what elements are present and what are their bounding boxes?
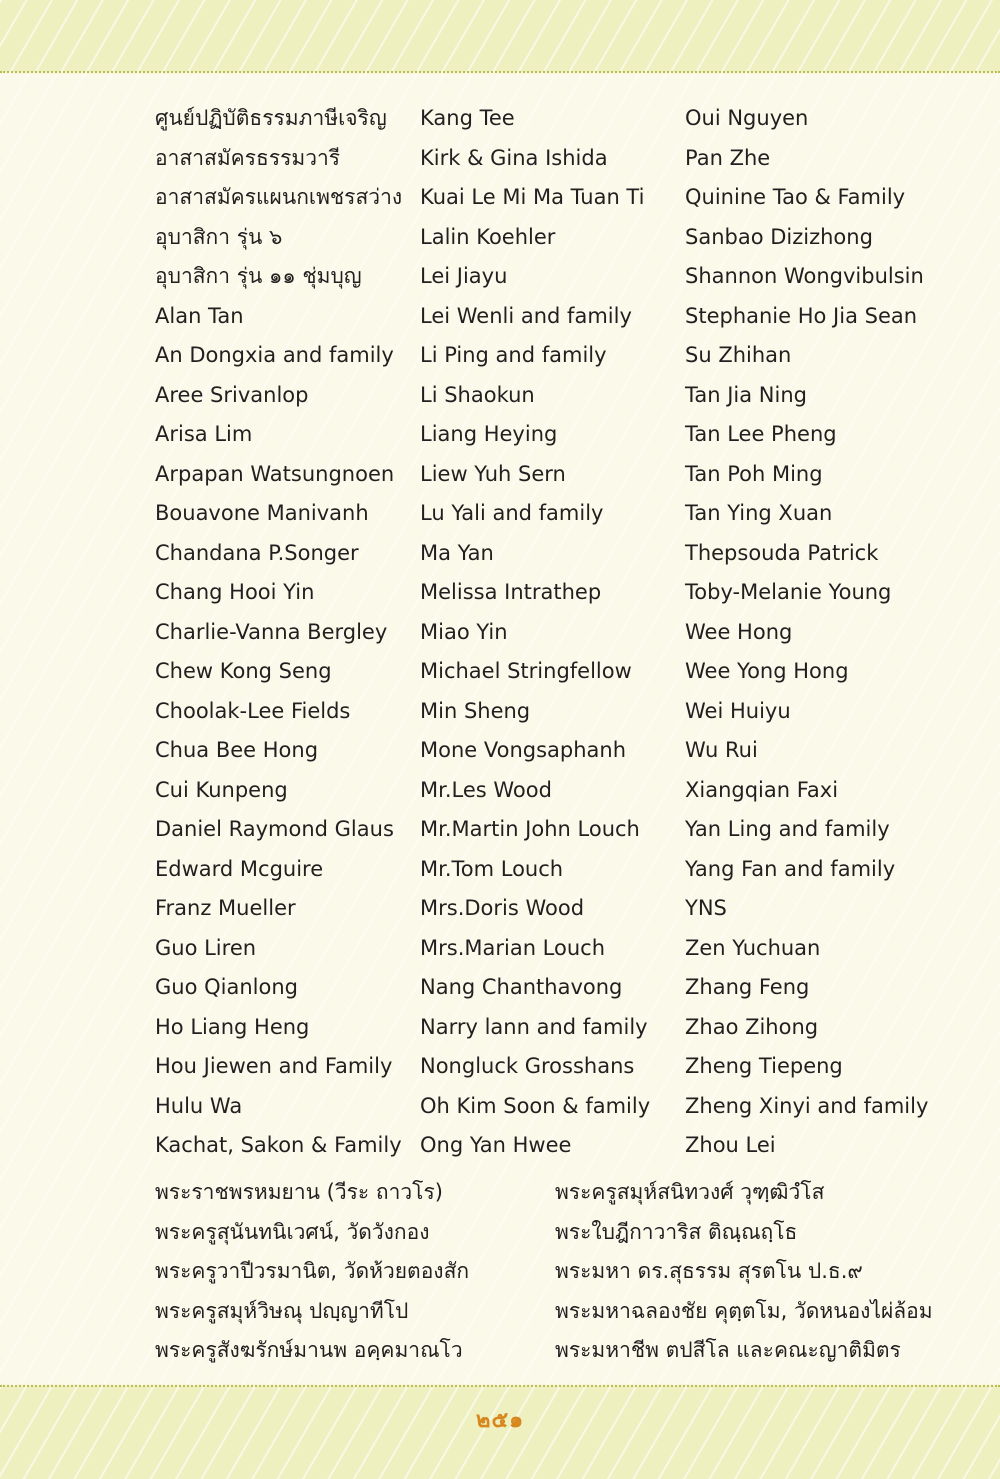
donor-name: Mr.Tom Louch xyxy=(420,856,564,881)
donor-name: อุบาสิกา รุ่น ๑๑ ชุ่มบุญ xyxy=(155,264,362,288)
donor-name: Oh Kim Soon & family xyxy=(420,1093,651,1118)
donor-name: Michael Stringfellow xyxy=(420,659,632,683)
top-dotted-divider xyxy=(0,71,1000,73)
donor-name: Chew Kong Seng xyxy=(155,659,332,683)
donor-name: Mrs.Doris Wood xyxy=(420,896,585,920)
monk-name: พระครูสมุห์สนิทวงศ์ วุฑฺฒิวํโส xyxy=(555,1180,825,1204)
donor-name: Aree Srivanlop xyxy=(155,382,309,407)
donor-name: Yang Fan and family xyxy=(685,856,896,881)
donor-name: Arisa Lim xyxy=(155,422,253,446)
donor-name: Zhang Feng xyxy=(685,975,810,999)
donor-name: Lalin Koehler xyxy=(420,224,556,249)
monk-name: พระมหาชีพ ตปสีโล และคณะญาติมิตร xyxy=(555,1338,901,1362)
donor-name: Li Ping and family xyxy=(420,343,607,367)
donor-name: อาสาสมัครธรรมวารี xyxy=(155,145,341,170)
donor-name: Li Shaokun xyxy=(420,382,535,407)
monk-column-2 xyxy=(555,1173,933,1371)
monk-name: พระครูสังฆรักษ์มานพ อคฺคมาณโว xyxy=(155,1338,463,1362)
bottom-dotted-divider xyxy=(0,1385,1000,1387)
donor-name: Mone Vongsaphanh xyxy=(420,738,627,762)
monk-name: พระครูสมุห์วิษณุ ปญฺญาทีโป xyxy=(155,1298,409,1323)
donor-name: Zhou Lei xyxy=(685,1133,776,1157)
donor-name: Wei Huiyu xyxy=(685,698,791,723)
donor-name: Nang Chanthavong xyxy=(420,975,623,999)
donor-name: Narry lann and family xyxy=(420,1014,648,1039)
donor-name: Charlie-Vanna Bergley xyxy=(155,619,388,644)
donor-name: Xiangqian Faxi xyxy=(685,777,839,802)
donor-name: Cui Kunpeng xyxy=(155,777,288,802)
donor-name: Liang Heying xyxy=(420,422,558,446)
donor-column-2 xyxy=(420,99,650,1166)
donor-name: Kuai Le Mi Ma Tuan Ti xyxy=(420,185,645,209)
donor-name: Zheng Tiepeng xyxy=(685,1054,843,1078)
donor-name: Chua Bee Hong xyxy=(155,738,319,762)
donor-name: Melissa Intrathep xyxy=(420,580,602,604)
donor-column-3 xyxy=(685,99,928,1166)
donor-name: Zen Yuchuan xyxy=(685,935,821,960)
monk-name: พระใบฎีกาวาริส ติณฺณถฺโธ xyxy=(555,1219,798,1244)
donor-name: Lu Yali and family xyxy=(420,501,604,525)
donor-name: Ho Liang Heng xyxy=(155,1014,310,1039)
donor-name: Franz Mueller xyxy=(155,896,296,920)
monk-name: พระราชพรหมยาน (วีระ ถาวโร) xyxy=(155,1180,443,1204)
monk-name: พระครูสุนันทนิเวศน์, วัดวังกอง xyxy=(155,1219,430,1244)
monk-name: พระครูวาปีวรมานิต, วัดห้วยตองสัก xyxy=(155,1259,470,1283)
donor-name: Mr.Martin John Louch xyxy=(420,817,640,841)
donor-name: An Dongxia and family xyxy=(155,343,394,367)
donor-name: Ong Yan Hwee xyxy=(420,1133,572,1157)
donor-name: Lei Jiayu xyxy=(420,264,508,288)
donor-name: Su Zhihan xyxy=(685,343,792,367)
donor-name: Chang Hooi Yin xyxy=(155,580,315,604)
page-number: ๒๕๑ xyxy=(475,1408,525,1433)
donor-name: Ma Yan xyxy=(420,540,494,565)
donor-name: Mrs.Marian Louch xyxy=(420,935,606,960)
donor-name: Zhao Zihong xyxy=(685,1014,819,1039)
donor-name: Arpapan Watsungnoen xyxy=(155,461,395,486)
donor-name: YNS xyxy=(685,896,727,920)
donor-name: Tan Ying Xuan xyxy=(685,501,833,525)
donor-name: Quinine Tao & Family xyxy=(685,185,906,209)
donor-name: Guo Liren xyxy=(155,935,257,960)
donor-name: Sanbao Dizizhong xyxy=(685,224,873,249)
donor-name: Nongluck Grosshans xyxy=(420,1054,635,1078)
donor-name: Liew Yuh Sern xyxy=(420,461,566,486)
donor-name: Edward Mcguire xyxy=(155,856,324,881)
monk-column-1 xyxy=(155,1173,469,1371)
donor-name: Zheng Xinyi and family xyxy=(685,1093,929,1118)
donor-name: Miao Yin xyxy=(420,619,508,644)
donor-name: Chandana P.Songer xyxy=(155,540,359,565)
donor-name: Lei Wenli and family xyxy=(420,303,632,328)
donor-name: Kirk & Gina Ishida xyxy=(420,145,608,170)
donor-name: Daniel Raymond Glaus xyxy=(155,817,394,841)
donor-name: Tan Poh Ming xyxy=(685,461,823,486)
donor-name: Guo Qianlong xyxy=(155,975,298,999)
donor-name: Hulu Wa xyxy=(155,1093,243,1118)
donor-name: Kachat, Sakon & Family xyxy=(155,1133,402,1157)
donor-name: Choolak-Lee Fields xyxy=(155,698,351,723)
monk-name: พระมหา ดร.สุธรรม สุรตโน ป.ธ.๙ xyxy=(555,1259,863,1283)
donor-name: Oui Nguyen xyxy=(685,106,809,130)
donor-name: Bouavone Manivanh xyxy=(155,501,369,525)
monk-name: พระมหาฉลองชัย คุตฺตโม, วัดหนองไผ่ล้อม xyxy=(555,1298,933,1323)
donor-name: Wee Hong xyxy=(685,619,793,644)
donor-name: Thepsouda Patrick xyxy=(685,540,879,565)
donor-name: Kang Tee xyxy=(420,106,515,130)
donor-name: ศูนย์ปฏิบัติธรรมภาษีเจริญ xyxy=(155,106,387,130)
donor-name: Wu Rui xyxy=(685,738,758,762)
donor-name: Mr.Les Wood xyxy=(420,777,552,802)
donor-name: Alan Tan xyxy=(155,303,244,328)
donor-name: Toby-Melanie Young xyxy=(685,580,892,604)
donor-column-1 xyxy=(155,99,402,1166)
donor-name: Min Sheng xyxy=(420,698,531,723)
donor-name: Tan Jia Ning xyxy=(685,382,807,407)
donor-name: Yan Ling and family xyxy=(685,817,890,841)
donor-name: Pan Zhe xyxy=(685,145,771,170)
donor-name: Shannon Wongvibulsin xyxy=(685,264,924,288)
donor-name: Wee Yong Hong xyxy=(685,659,849,683)
top-decorative-band xyxy=(0,0,1000,72)
donor-name: Stephanie Ho Jia Sean xyxy=(685,303,918,328)
donor-name: อุบาสิกา รุ่น ๖ xyxy=(155,224,283,249)
donor-name: Hou Jiewen and Family xyxy=(155,1054,393,1078)
donor-name: อาสาสมัครแผนกเพชรสว่าง xyxy=(155,185,403,209)
donor-name: Tan Lee Pheng xyxy=(685,422,837,446)
